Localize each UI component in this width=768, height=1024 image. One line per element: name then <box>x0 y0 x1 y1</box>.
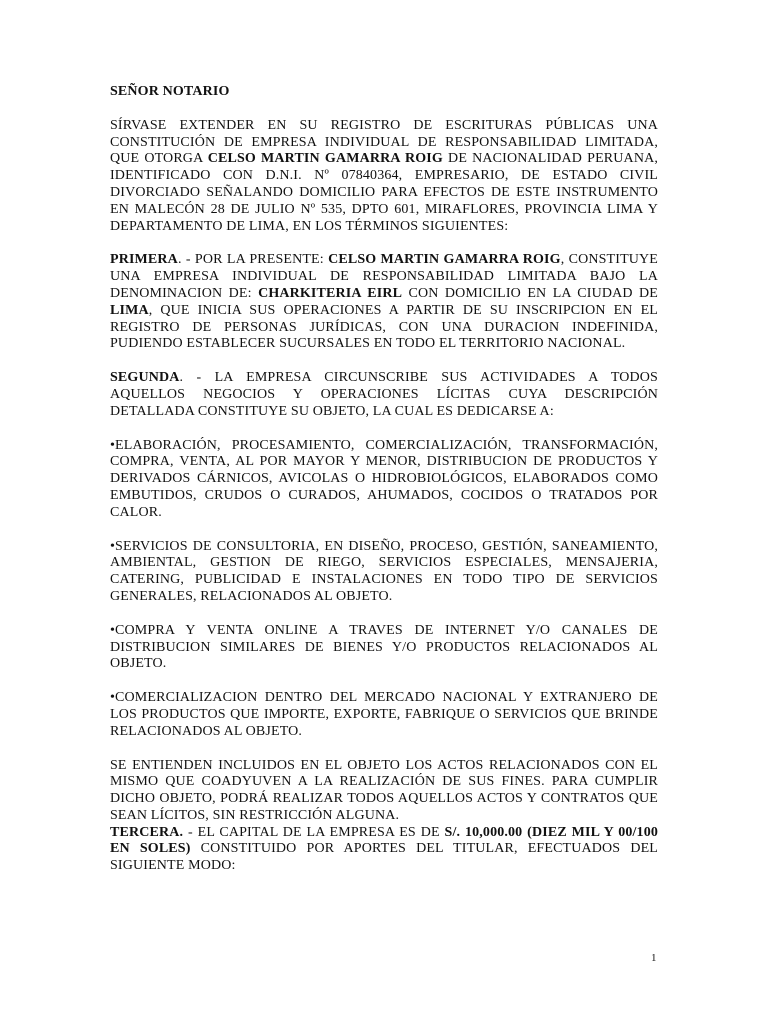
objeto-paragraph: SE ENTIENDEN INCLUIDOS EN EL OBJETO LOS ACTOS RELACIONADOS CON EL MISMO QUE COADYUVEN A LA REALIZACIÓN DE SUS FINES. PARA CUMPLIR DICHO OBJETO, PODRÁ REALIZAR TODOS AQUELLOS ACTOS Y CONTRATOS QUE SEAN LÍCITOS, SIN RESTRICCIÓN ALGUNA. <box>110 757 658 823</box>
clause-tercera-label: TERCERA. <box>110 824 184 840</box>
clause-segunda-text: . - LA EMPRESA CIRCUNSCRIBE SUS ACTIVIDADES A TODOS AQUELLOS NEGOCIOS Y OPERACIONES LÍCITAS CUYA DESCRIPCIÓN DETALLADA CONSTITUYE SU OBJETO, LA CUAL ES DEDICARSE A: <box>110 370 658 419</box>
intro-text: SÍRVASE EXTENDER EN SU REGISTRO DE ESCRITURAS PÚBLICAS UNA CONSTITUCIÓN DE EMPRESA INDIVIDUAL DE RESPONSABILIDAD LIMITADA, QUE OTORGA <box>110 117 658 167</box>
document-heading: SEÑOR NOTARIO <box>110 84 230 99</box>
clause-segunda-label: SEGUNDA <box>110 370 180 386</box>
bullet-item: •ELABORACIÓN, PROCESAMIENTO, COMERCIALIZACIÓN, TRANSFORMACIÓN, COMPRA, VENTA, AL POR MAYOR Y MENOR, DISTRIBUCION DE PRODUCTOS Y DERIVADOS CÁRNICOS, AVICOLAS O HIDROBIOLÓGICOS, ELABORADOS COMO EMBUTIDOS, CRUDOS O CURADOS, AHUMADOS, COCIDOS O TRATADOS POR CALOR. <box>110 437 658 520</box>
bullet-item: •COMPRA Y VENTA ONLINE A TRAVES DE INTERNET Y/O CANALES DE DISTRIBUCION SIMILARES DE BIENES Y/O PRODUCTOS RELACIONADOS AL OBJETO. <box>110 622 658 672</box>
document-page <box>110 84 658 892</box>
clause-tercera-text: - EL CAPITAL DE LA EMPRESA ES DE <box>183 824 445 840</box>
intro-paragraph <box>110 118 658 236</box>
clause-primera-name: CELSO MARTIN GAMARRA ROIG <box>328 252 561 268</box>
clause-segunda <box>110 370 658 420</box>
bullet-item: •COMERCIALIZACION DENTRO DEL MERCADO NACIONAL Y EXTRANJERO DE LOS PRODUCTOS QUE IMPORTE, EXPORTE, FABRIQUE O SERVICIOS QUE BRINDE RELACIONADOS AL OBJETO. <box>110 690 658 739</box>
grantor-name: CELSO MARTIN GAMARRA ROIG <box>207 151 443 167</box>
clause-tercera <box>110 825 658 875</box>
page-number: 1 <box>651 952 657 964</box>
clause-primera <box>110 252 658 353</box>
intro-text-continued: DE NACIONALIDAD PERUANA, IDENTIFICADO CON D.N.I. Nº 07840364, EMPRESARIO, DE ESTADO CIVIL DIVORCIADO SEÑALANDO DOMICILIO PARA EFECTOS DE ESTE INSTRUMENTO EN MALECÓN 28 DE JULIO Nº 535, DPTO 601, MIRAFLORES, PROVINCIA LIMA Y DEPARTAMENTO DE LIMA, EN LOS TÉRMINOS SIGUIENTES: <box>110 151 658 234</box>
capital-amount: S/. 10,000.00 (DIEZ MIL Y 00/100 EN SOLES) <box>110 824 659 857</box>
city-name: LIMA <box>110 302 149 318</box>
clause-primera-text: . - POR LA PRESENTE: <box>177 252 329 268</box>
clause-primera-text-3: CON DOMICILIO EN LA CIUDAD DE <box>402 285 659 301</box>
company-name: CHARKITERIA EIRL <box>258 285 403 301</box>
clause-tercera-text-2: CONSTITUIDO POR APORTES DEL TITULAR, EFECTUADOS DEL SIGUIENTE MODO: <box>110 841 659 874</box>
clause-primera-label: PRIMERA <box>110 252 178 268</box>
clause-primera-text-4: , QUE INICIA SUS OPERACIONES A PARTIR DE SU INSCRIPCION EN EL REGISTRO DE PERSONAS JURÍDICAS, CON UNA DURACION INDEFINIDA, PUDIENDO ESTABLECER SUCURSALES EN TODO EL TERRITORIO NACIONAL. <box>110 302 658 352</box>
bullet-item: •SERVICIOS DE CONSULTORIA, EN DISEÑO, PROCESO, GESTIÓN, SANEAMIENTO, AMBIENTAL, GESTION DE RIEGO, SERVICIOS ESPECIALES, MENSAJERIA, CATERING, PUBLICIDAD E INSTALACIONES EN TODO TIPO DE SERVICIOS GENERALES, RELACIONADOS AL OBJETO. <box>110 538 658 604</box>
clause-primera-text-2: , CONSTITUYE UNA EMPRESA INDIVIDUAL DE RESPONSABILIDAD LIMITADA BAJO LA DENOMINACION DE: <box>110 252 659 301</box>
